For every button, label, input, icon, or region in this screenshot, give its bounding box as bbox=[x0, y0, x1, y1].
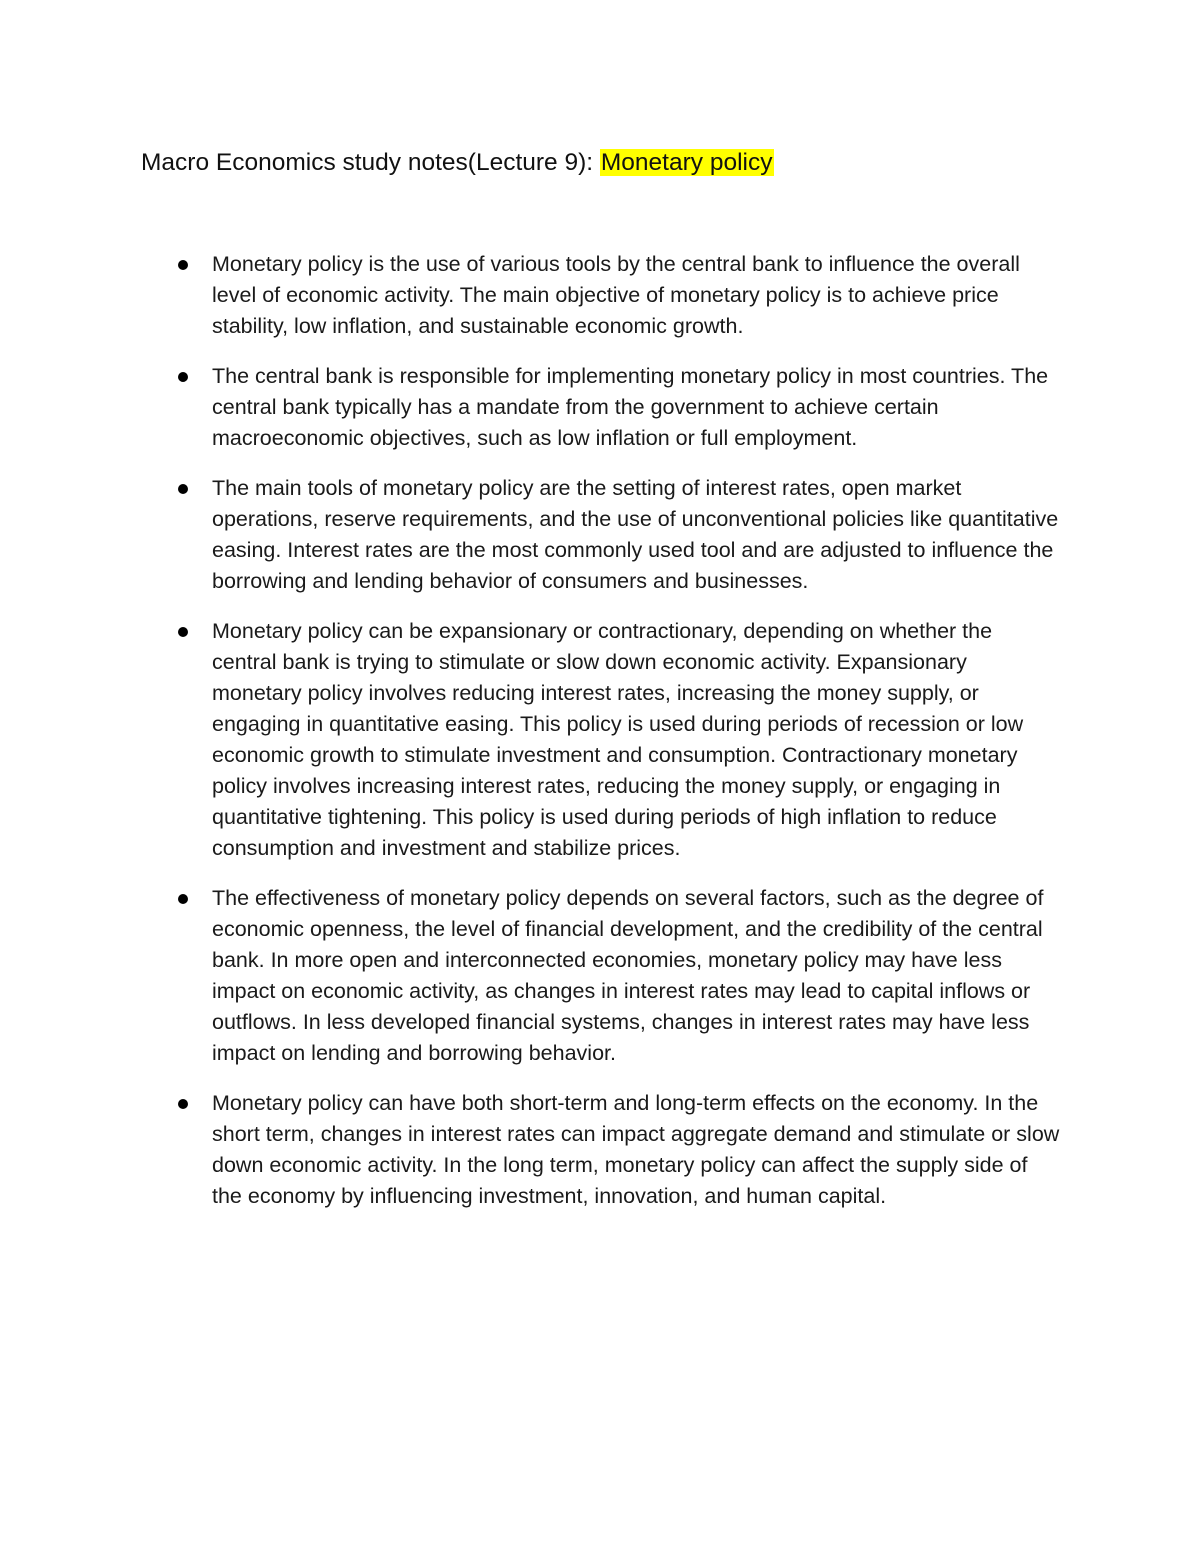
notes-list bbox=[0, 249, 1200, 1231]
list-item-text: Monetary policy can have both short-term and long-term effects on the economy. In the short term, changes in interest rates can impact aggregate demand and stimulate or slow down economic activity. In the long term, monetary policy can affect the supply side of the economy by influencing investment, innovation, and human capital. bbox=[212, 1091, 1060, 1208]
list-item bbox=[0, 883, 1060, 1069]
list-item-text: Monetary policy can be expansionary or contractionary, depending on whether the central bank is trying to stimulate or slow down economic activity. Expansionary monetary policy involves reducing interest rates, increasing the money supply, or engaging in quantitative easing. This policy is used during periods of recession or low economic growth to stimulate investment and consumption. Contractionary monetary policy involves increasing interest rates, reducing the money supply, or engaging in quantitative tightening. This policy is used during periods of high inflation to reduce consumption and investment and stabilize prices. bbox=[212, 619, 1024, 860]
list-item bbox=[0, 1088, 1060, 1212]
list-item-text: The effectiveness of monetary policy depends on several factors, such as the degree of economic openness, the level of financial development, and the credibility of the central bank. In more open and interconnected economies, monetary policy may have less impact on economic activity, as changes in interest rates may lead to capital inflows or outflows. In less developed financial systems, changes in interest rates may have less impact on lending and borrowing behavior. bbox=[212, 886, 1044, 1065]
bullet-icon bbox=[178, 372, 188, 382]
list-item bbox=[0, 361, 1060, 454]
list-item bbox=[0, 249, 1060, 342]
bullet-icon bbox=[178, 260, 188, 270]
title-highlight: Monetary policy bbox=[600, 149, 773, 176]
bullet-icon bbox=[178, 1099, 188, 1109]
list-item-text: The main tools of monetary policy are the setting of interest rates, open market operations, reserve requirements, and the use of unconventional policies like quantitative easing. Interest rates are the most commonly used tool and are adjusted to influence the borrowing and lending behavior of consumers and businesses. bbox=[212, 476, 1059, 593]
list-item-text: The central bank is responsible for implementing monetary policy in most countries. The central bank typically has a mandate from the government to achieve certain macroeconomic objectives, such as low inflation or full employment. bbox=[212, 364, 1049, 450]
list-item-text: Monetary policy is the use of various tools by the central bank to influence the overall level of economic activity. The main objective of monetary policy is to achieve price stability, low inflation, and sustainable economic growth. bbox=[212, 252, 1020, 338]
page-title bbox=[141, 146, 774, 180]
list-item bbox=[0, 616, 1060, 864]
title-prefix: Macro Economics study notes(Lecture 9): bbox=[141, 149, 600, 176]
bullet-icon bbox=[178, 894, 188, 904]
bullet-icon bbox=[178, 484, 188, 494]
list-item bbox=[0, 473, 1060, 597]
bullet-icon bbox=[178, 627, 188, 637]
